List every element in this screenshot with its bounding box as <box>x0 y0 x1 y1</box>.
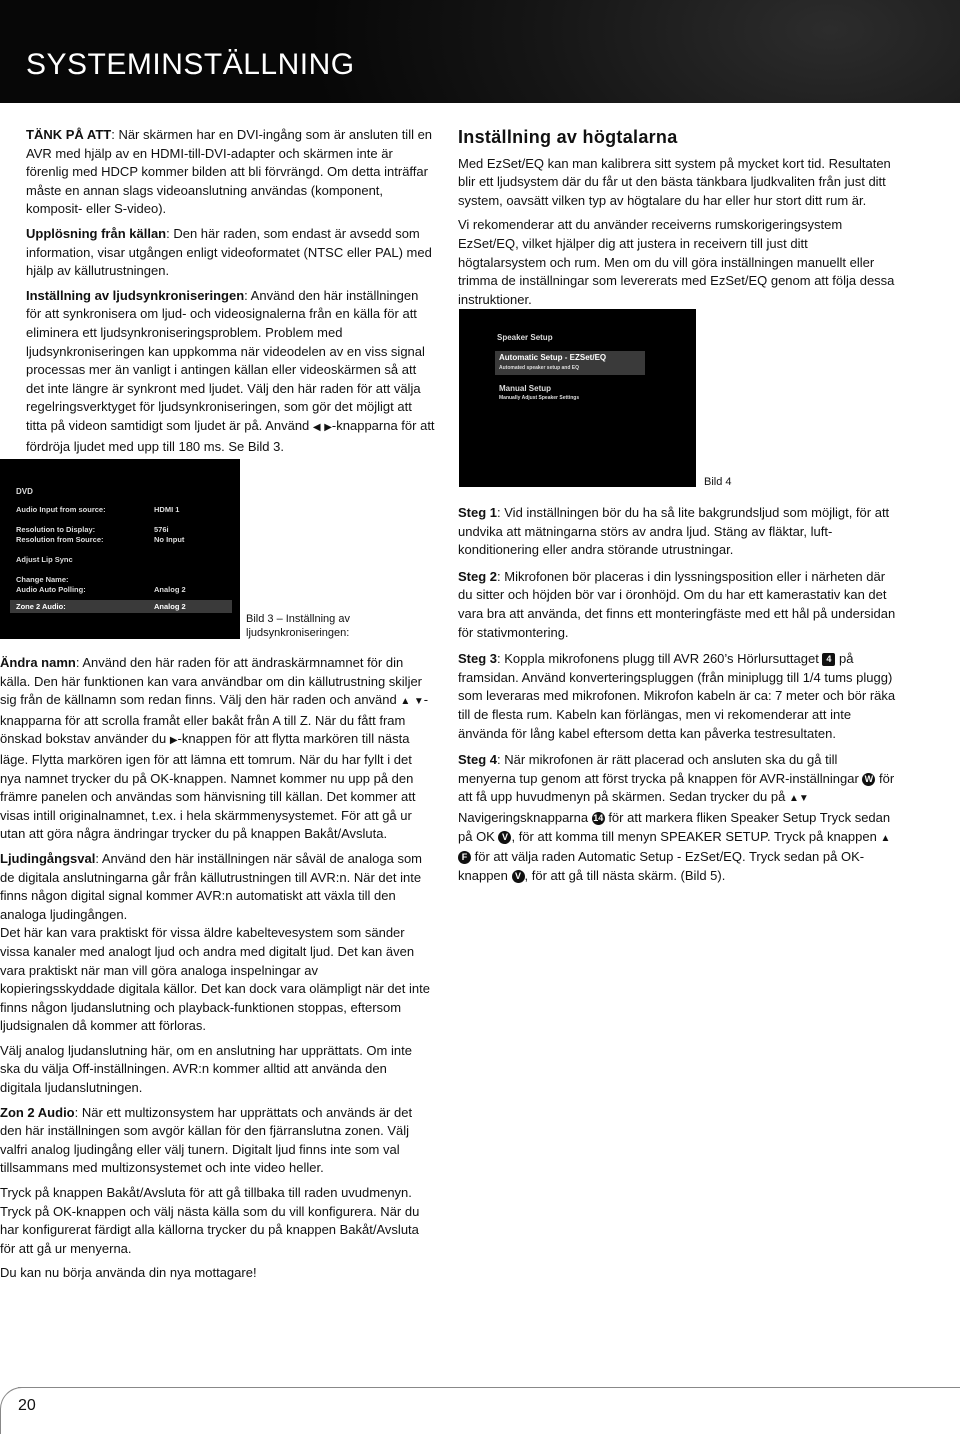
bild4-option-manual: Manual Setup <box>499 384 552 393</box>
paragraph-tank-pa-att: TÄNK PÅ ATT: När skärmen har en DVI-ingång som är ansluten till en AVR med hjälp av en HDMI-till-DVI-adapter och skärmen inte är förenlig med HDCP kommer bilden att bli förvrängd. Om detta inträffar måste en annan slags videoanslutning användas (komponent, komposit- eller S-video). <box>26 127 433 217</box>
page-header <box>0 0 960 103</box>
bild3-row: Change Name: <box>16 575 69 584</box>
paragraph-ljudsynk: Inställning av ljudsynkroniseringen: Använd den här inställningen för att synkronisera om ljud- och videosignalerna från en källa för att eliminera ett ljudsynkroniseringsproblem. Problem med ljudsynkroniseringen kan uppkomma när videodelen av en viss signal processas mer än vanligt i antingen källan eller videoskärmen så att det inte längre är synkront med ljudet. Välj den här raden för att välja regelringsverktyget för ljudsynkroniseringen, som gör det möjligt att titta på videon samtidigt som ljudet är på. Använd ◀ ▶-knapparna för att fördröja ljudet med upp till 180 ms. Se Bild 3. <box>26 287 435 454</box>
paragraph-tryck: Tryck på knappen Bakåt/Avsluta för att gå tillbaka till raden uvudmenyn. Tryck på OK-knappen och välj nästa källa som du vill konfigurera. När du har konfigurerat färdigt alla källorna trycker du på knappen Bakåt/Avsluta för att gå ur menyerna. <box>0 1185 420 1256</box>
paragraph-steg4: Steg 4: När mikrofonen är rätt placerad och ansluten ska du gå till menyerna tup genom att först trycka på knappen för AVR-inställningar W för att få upp huvudmenyn på skärmen. Sedan trycker du på ▲▼ Navigeringsknapparna 14 för att markera fliken Speaker Setup Tryck sedan på OK V , för att komma till menyn SPEAKER SETUP. Tryck på knappen ▲ F för att välja raden Automatic Setup - EzSet/EQ. Tryck sedan på OK-knappen V , för att gå till nästa skärm. (Bild 5). <box>458 752 895 883</box>
bild3-row: Resolution from Source: No Input <box>16 535 185 544</box>
up-arrow-icon: ▲ <box>400 696 411 708</box>
section-heading: Inställning av högtalarna <box>458 127 678 147</box>
paragraph-ezset: Med EzSet/EQ kan man kalibrera sitt system på mycket kort tid. Resultaten blir ett ljudsystem där du får ut den bästa tänkbara ljudkvaliten från just ditt system, oavsätt vilken typ av högtalare du har eller hur stort ditt rum är. <box>458 155 891 208</box>
left-column-top <box>26 126 436 462</box>
up-arrow-icon: ▲ <box>788 793 799 805</box>
bild3-row: Audio Input from source: HDMI 1 <box>16 505 180 514</box>
f-button-badge-icon: F <box>458 851 471 864</box>
bild4-option-auto: Automatic Setup - EZSet/EQ <box>499 353 607 362</box>
left-arrow-icon: ◀ <box>312 421 321 433</box>
right-arrow-icon: ▶ <box>169 735 178 747</box>
ok-button-badge-icon: V <box>498 831 511 844</box>
right-column-top <box>458 128 898 315</box>
right-arrow-icon: ▶ <box>324 421 332 433</box>
paragraph-valj-analog: Välj analog ljudanslutning här, om en anslutning har upprättats. Om inte ska du välja Off-inställningen. AVR:n kommer alltid att använda den digitala ljudanslutningen. <box>0 1042 412 1096</box>
page-footer <box>0 1385 960 1433</box>
settings-button-badge-icon: W <box>862 773 875 786</box>
page-title: SYSTEMINSTÄLLNING <box>26 48 355 81</box>
paragraph-rekommenderar: Vi rekomenderar att du använder receiverns rumskorigeringsystem EzSet/EQ, vilket hjälper dig att justera in receivern till just ditt högtalarsystem och rum. Men om du vill göra inställningen manuellt eller trimma de inställningar som levererats med EzSet/EQ genom att följa dessa instruktioner. <box>458 217 895 307</box>
bild4-caption: Bild 4 <box>704 476 732 488</box>
bild4-option-manual-sub: Manually Adjust Speaker Settings <box>499 395 580 401</box>
bild3-row: Audio Auto Polling: Analog 2 <box>16 585 186 594</box>
bild3-row: Adjust Lip Sync <box>16 555 73 564</box>
bild4-title: Speaker Setup <box>497 333 553 342</box>
up-arrow-icon: ▲ <box>880 832 891 844</box>
bild3-row: Resolution to Display: 576i <box>16 525 169 534</box>
paragraph-upplosning: Upplösning från källan: Den här raden, som endast är avsedd som information, visar utgången enligt videoformatet (NTSC eller PAL) med hjälp av källutrustningen. <box>26 225 432 279</box>
paragraph-andra-namn: Ändra namn: Använd den här raden för att ändraskärmnamnet för din källa. Den här funktionen kan vara användbar om din källutrustning skiljer sig från de källnamn som redan finns. Välj den här raden och använd ▲ ▼-knapparna för att scrolla framåt eller bakåt från A till Z. När du fått fram önskad bokstav använder du ▶-knappen för att flytta markören till nästa läge. Flytta markören igen för att lämna ett tomrum. När du har fyllt i det nya namnet trycker du på OK-knappen. Namnet kommer nu upp på den främre panelen och användas som hänvisning till källan. Det kommer att visas intill originalnamnet, t.ex. i hela skärmmenysystemet. För att gå ur utan att göra några ändringar trycker du på knappen Bakåt/Avsluta. <box>0 655 429 842</box>
left-column-bottom <box>0 654 430 1289</box>
bild4-option-auto-sub: Automated speaker setup and EQ <box>499 365 580 371</box>
right-column-bottom <box>458 504 898 891</box>
page-number: 20 <box>18 1397 36 1414</box>
down-arrow-icon: ▼ <box>798 793 809 805</box>
bild4-screenshot <box>459 309 696 487</box>
ok-button-badge-icon: V <box>512 870 525 883</box>
bild3-caption: Bild 3 – Inställning av ljudsynkroniseringen: <box>246 613 350 639</box>
navigation-button-badge-icon: 14 <box>593 812 604 823</box>
paragraph-slut: Du kan nu börja använda din nya mottagare! <box>0 1265 257 1281</box>
paragraph-steg2: Steg 2: Mikrofonen bör placeras i din lyssningsposition eller i närheten där du sitter och höjden bör var i öronhöjd. Om du har ett kamerastativ kan det vara bra att använda, det finns ett monteringfäste med ett hål på undersidan för stativmontering. <box>458 568 896 640</box>
down-arrow-icon: ▼ <box>413 696 424 708</box>
headphone-jack-badge-icon: 4 <box>822 653 835 666</box>
paragraph-kabeltv: Det här kan vara praktiskt för vissa äldre kabeltevesystem som sänder vissa kanaler med analogt ljud och andra med digitalt ljud. Det kan även vara praktiskt när man vill göra analoga inspelningar av kopieringsskyddade digitala källor. Det kan dock vara olämpligt när det inte finns någon ljudanslutning och playback-funktionen stoppas, eftersom ljudsignalen då kommer att förloras. <box>0 925 430 1034</box>
paragraph-steg3: Steg 3: Koppla mikrofonens plugg till AVR 260’s Hörlursuttaget 4 på framsidan. Använd konverteringspluggen (från miniplugg till 1/4 tums plugg) som leveraras med mikrofonen. Mikrofon kabeln är ca: 7 meter och bör räka till de flesta rum. Kabeln kan förlängas, men vi rekomenderar att inte änvända för lång kabel eftersom detta kan påverka testresultaten. <box>458 651 896 741</box>
bild3-title: DVD <box>16 487 33 496</box>
footer-line <box>18 1387 960 1388</box>
paragraph-ljudingangsval: Ljudingångsval: Använd den här inställningen när såväl de analoga som de digitala anslutningarna går från källutrustningen till AVR:n. När det inte finns någon digital signal kommer AVR:n automatiskt att växla till den analoga ljudingången. <box>0 850 423 922</box>
paragraph-steg1: Steg 1: Vid inställningen bör du ha så lite bakgrundsljud som möjligt, för att undvika att mätningarna störs av andra ljud. Stäng av fläktar, luft-konditionering eller andra störande utrustningar. <box>458 505 890 558</box>
bild3-row: Zone 2 Audio: Analog 2 <box>16 602 186 611</box>
bild3-screenshot <box>0 459 240 639</box>
paragraph-zon2: Zon 2 Audio: När ett multizonsystem har upprättats och används är det den här inställningen som avgör källan för den fjärranslutna zonen. Välj valfri analog ljudingång eller välj tunern. Digitalt ljud finns inte som val tillsammans med multizonsystemet och inte video heller. <box>0 1104 413 1176</box>
